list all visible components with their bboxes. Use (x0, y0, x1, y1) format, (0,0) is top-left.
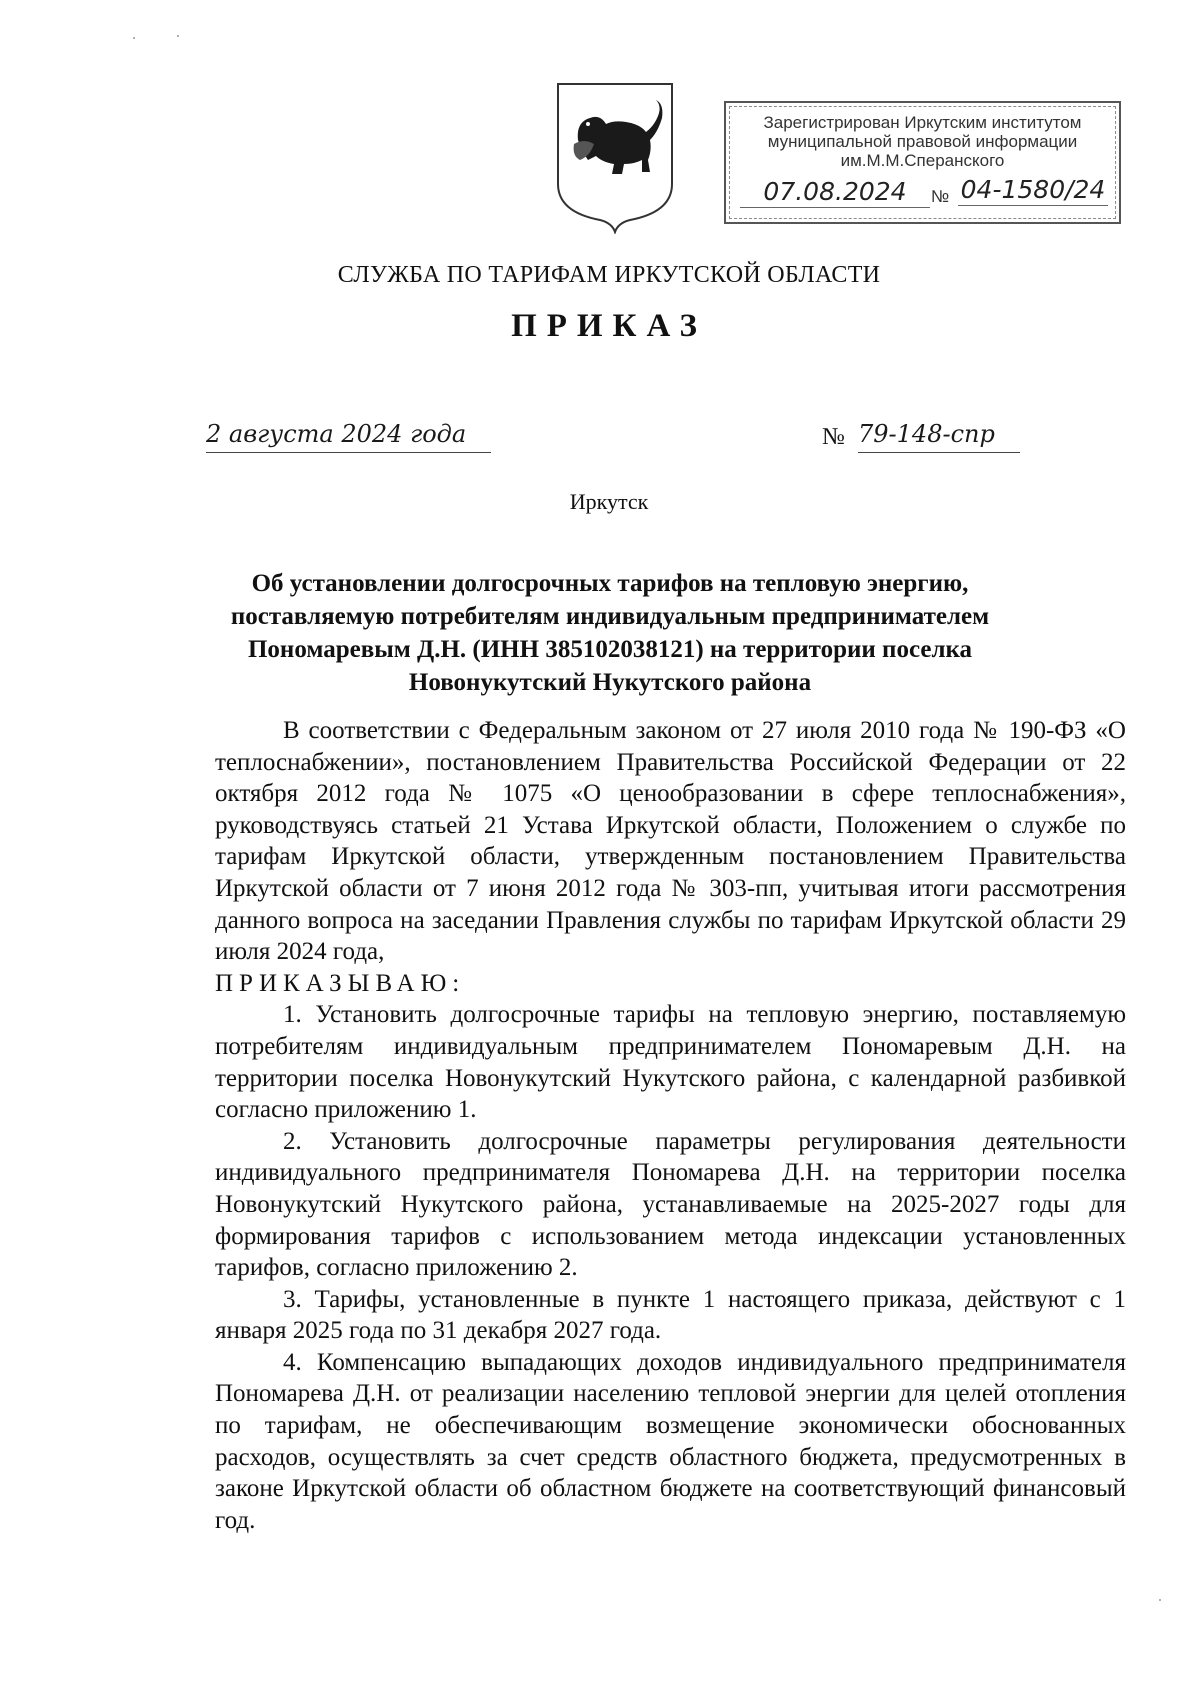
heading-line: поставляемую потребителям индивидуальным предпринимателем (230, 603, 990, 630)
stamp-registry-line: Зарегистрирован Иркутским институтом (763, 113, 1082, 132)
coat-of-arms-emblem (554, 80, 676, 234)
order-item-4: 4. Компенсацию выпадающих доходов индивидуального предпринимателя Пономарева Д.Н. от реализации населению тепловой энергии для целей отопления по тарифам, не обеспечивающим возмещение экономически обоснованных расходов, осуществлять за счет средств областного бюджета, предусмотренных в законе Иркутской области об областном бюджете на соответствующий финансовый год. (215, 1348, 1126, 1534)
heading-line: Пономаревым Д.Н. (ИНН 385102038121) на территории поселка (247, 636, 973, 663)
scan-speck-mark (1150, 1590, 1170, 1610)
document-type-title: ПРИКАЗ (511, 308, 707, 344)
order-body (215, 715, 1126, 1536)
order-item-3: 3. Тарифы, установленные в пункте 1 настоящего приказа, действуют с 1 января 2025 года по 31 декабря 2027 года. (215, 1285, 1126, 1345)
preamble-paragraph: В соответствии с Федеральным законом от 27 июля 2010 года № 190-ФЗ «О теплоснабжении», постановлением Правительства Российской Федерации от 22 октября 2012 года № 1075 «О ценообразовании в сфере теплоснабжения», руководствуясь статьей 21 Устава Иркутской области, Положением о службе по тарифам Иркутской области, утвержденным постановлением Правительства Иркутской области от 7 июня 2012 года № 303-пп, учитывая итоги рассмотрения данного вопроса на заседании Правления службы по тарифам Иркутской области 29 июля 2024 года, (215, 717, 1126, 966)
city-name: Иркутск (569, 489, 649, 514)
order-item-1: 1. Установить долгосрочные тарифы на тепловую энергию, поставляемую потребителям индивидуальным предпринимателем Пономаревым Д.Н. на территории поселка Новонукутский Нукутского района, с календарной разбивкой согласно приложению 1. (215, 1001, 1126, 1124)
stamp-name-line: им.М.М.Сперанского (840, 151, 1005, 170)
stamp-institute-line: муниципальной правовой информации (767, 132, 1078, 151)
organization-title: СЛУЖБА ПО ТАРИФАМ ИРКУТСКОЙ ОБЛАСТИ (337, 262, 881, 288)
order-number-label: № (822, 424, 845, 450)
stamp-number-label: № (931, 187, 950, 206)
registration-stamp (724, 101, 1121, 224)
stamp-registration-date: 07.08.2024 (740, 177, 930, 208)
scan-speck-mark (130, 30, 190, 50)
order-item-2: 2. Установить долгосрочные параметры регулирования деятельности индивидуального предпринимателя Пономарева Д.Н. на территории поселка Новонукутский Нукутского района, устанавливаемые на 2025-2027 годы для формирования тарифов с использованием метода индексации установленных тарифов, согласно приложению 2. (215, 1127, 1126, 1282)
heading-line: Новонукутский Нукутского района (408, 669, 812, 696)
order-word: ПРИКАЗЫВАЮ: (215, 969, 466, 997)
order-heading (215, 567, 1005, 699)
order-date: 2 августа 2024 года (206, 418, 491, 453)
stamp-registration-number: 04-1580/24 (958, 175, 1108, 206)
order-number: 79-148-спр (858, 418, 1020, 453)
heading-line: Об установлении долгосрочных тарифов на тепловую энергию, (251, 570, 969, 597)
